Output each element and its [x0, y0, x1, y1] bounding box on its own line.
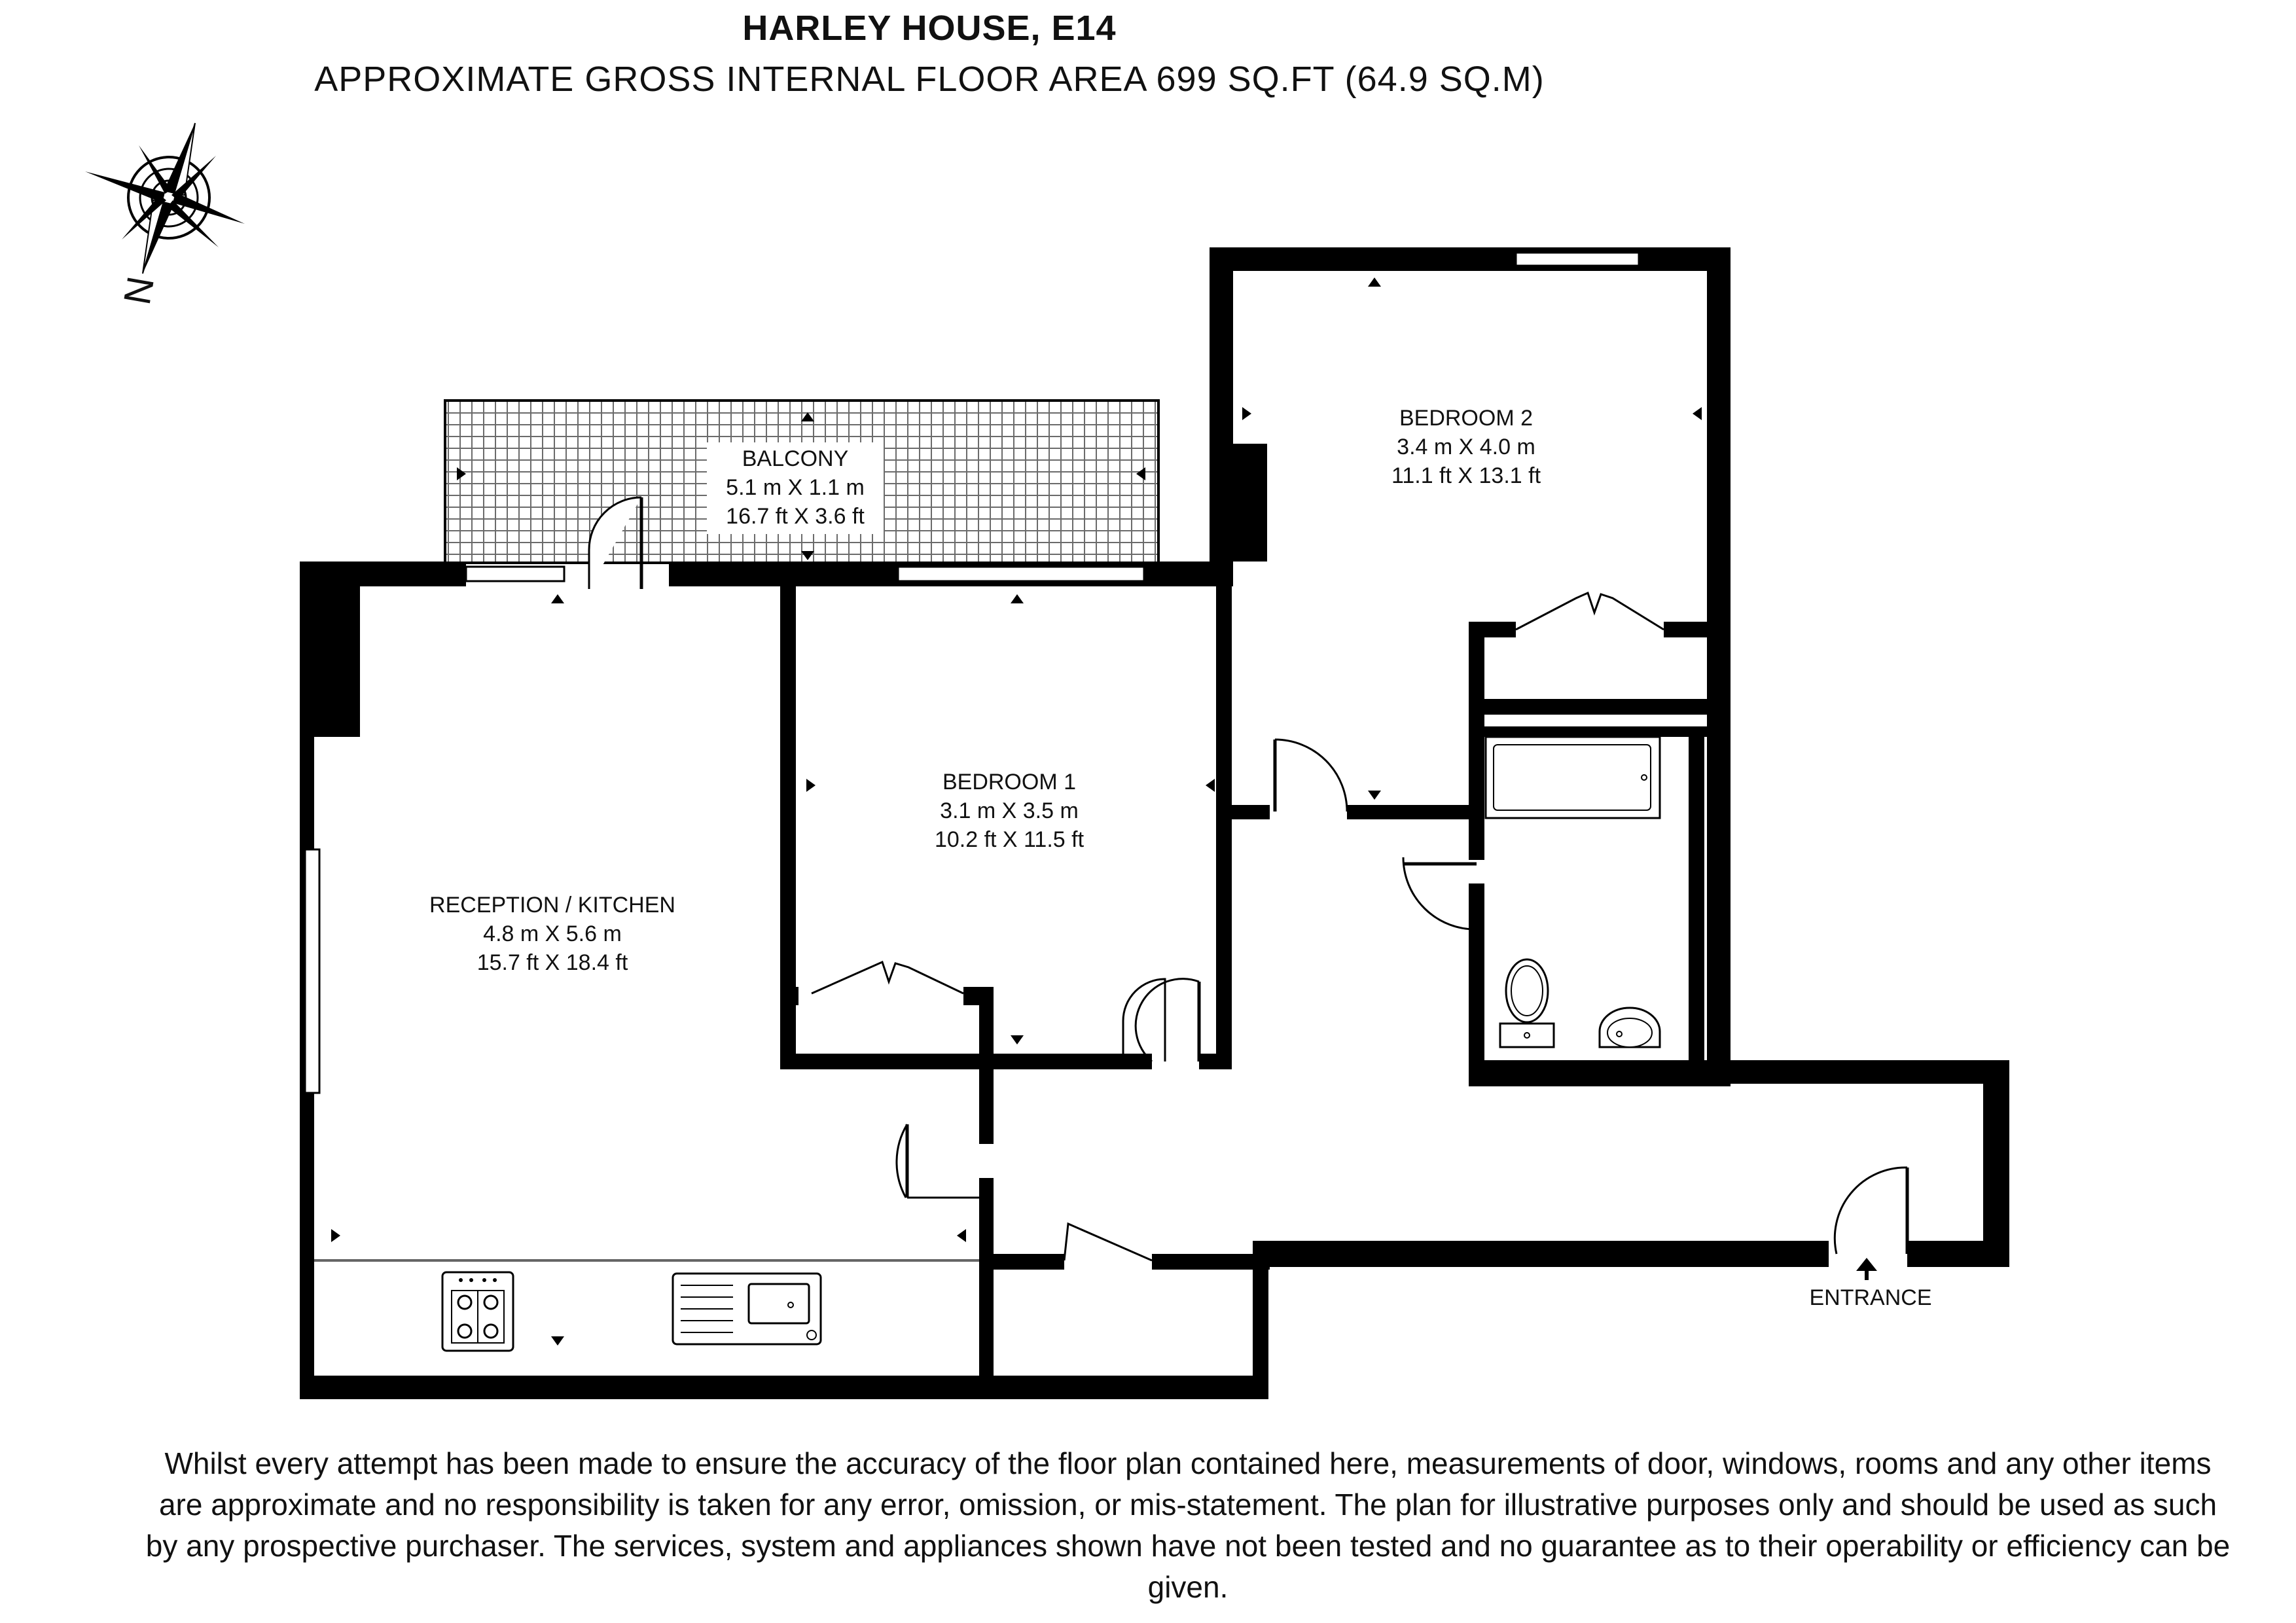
disclaimer-text: Whilst every attempt has been made to ensure the accuracy of the floor plan contained here, measurements of door, windows, rooms and any other items are approximate and no responsibility is taken for any error, omission, or mis-statement. The plan for illustrative purposes only and should be used as such by any prospective purchaser. The services, system and appliances shown have not been tested and no guarantee as to their operability or efficiency can be given. — [145, 1446, 2231, 1604]
floor-area-subtitle: APPROXIMATE GROSS INTERNAL FLOOR AREA 699 SQ.FT (64.9 SQ.M) — [314, 60, 1545, 99]
bedroom-1-metric: 3.1 m X 3.5 m — [940, 798, 1079, 823]
toilet-icon — [1500, 959, 1554, 1047]
balcony-metric: 5.1 m X 1.1 m — [726, 475, 865, 500]
bedroom-1-name: BEDROOM 1 — [942, 770, 1077, 794]
north-label: N — [115, 273, 163, 308]
entrance-label: ENTRANCE — [1809, 1285, 1932, 1310]
hob-icon — [442, 1272, 513, 1351]
room-reception-kitchen — [429, 893, 675, 975]
bedroom-2-imperial: 11.1 ft X 13.1 ft — [1391, 463, 1541, 488]
bedroom-1-imperial: 10.2 ft X 11.5 ft — [934, 827, 1085, 852]
sink-icon — [673, 1274, 821, 1344]
balcony-imperial: 16.7 ft X 3.6 ft — [726, 504, 865, 529]
doors — [812, 593, 1907, 1260]
bedroom-2-name: BEDROOM 2 — [1399, 406, 1534, 431]
reception-kitchen-name: RECEPTION / KITCHEN — [429, 893, 675, 918]
room-balcony — [726, 446, 865, 529]
page-title: HARLEY HOUSE, E14 — [742, 9, 1117, 48]
basin-icon — [1600, 1008, 1660, 1047]
balcony-name: BALCONY — [742, 446, 849, 471]
bedroom-2-metric: 3.4 m X 4.0 m — [1397, 435, 1535, 459]
room-bedroom-1 — [935, 770, 1085, 852]
bath-icon — [1486, 737, 1660, 818]
entrance-arrow-icon — [1856, 1258, 1877, 1280]
reception-kitchen-metric: 4.8 m X 5.6 m — [483, 921, 622, 946]
compass-rose-icon — [85, 123, 245, 274]
room-bedroom-2 — [1391, 406, 1541, 488]
reception-kitchen-imperial: 15.7 ft X 18.4 ft — [476, 950, 628, 975]
